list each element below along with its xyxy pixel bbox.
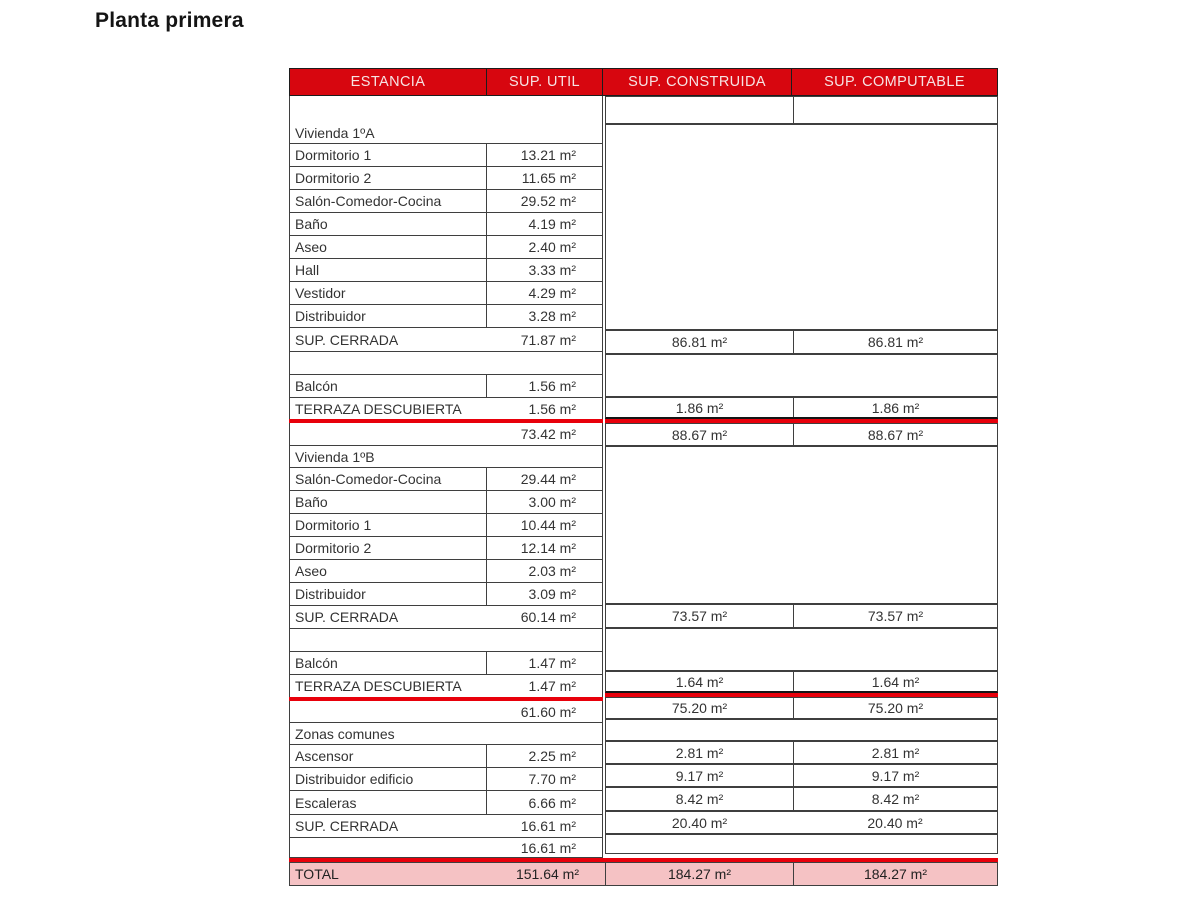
row-label: TERRAZA DESCUBIERTA <box>295 678 462 694</box>
row-label <box>290 629 486 651</box>
header-estancia: ESTANCIA <box>350 74 426 90</box>
row-label: Salón-Comedor-Cocina <box>295 471 442 487</box>
right-value-row <box>605 719 998 741</box>
row-sup-util-value: 11.65 m² <box>486 167 602 189</box>
row-sup-util-value: 2.03 m² <box>486 560 602 582</box>
row-label <box>290 352 486 374</box>
right-value-row <box>605 330 998 354</box>
row-sup-util-value: 1.56 m² <box>486 375 602 397</box>
section-row <box>289 446 603 468</box>
row-sup-computable-value: 1.64 m² <box>793 672 997 691</box>
row-sup-util-value: 6.66 m² <box>486 791 602 814</box>
right-empty-box <box>605 446 998 604</box>
table-row <box>289 328 603 352</box>
row-sup-util-value: 29.52 m² <box>486 190 602 212</box>
row-label: Dormitorio 2 <box>295 170 372 186</box>
table-row <box>289 652 603 675</box>
row-sup-computable-value: 73.57 m² <box>793 605 997 627</box>
row-sup-construida-value: 73.57 m² <box>671 608 728 624</box>
total-left-cell <box>290 863 605 885</box>
table-row <box>289 375 603 398</box>
row-label: Balcón <box>295 655 338 671</box>
row-sup-util-value: 4.29 m² <box>486 282 602 304</box>
row-sup-util-value: 1.47 m² <box>528 678 576 694</box>
table-left-columns <box>289 96 603 858</box>
table-row <box>289 768 603 791</box>
total-construida-value: 184.27 m² <box>605 863 793 885</box>
row-sup-construida-value <box>606 97 793 123</box>
table-row <box>289 305 603 328</box>
row-sup-construida-value: 2.81 m² <box>675 744 724 761</box>
right-value-row <box>605 741 998 764</box>
row-sup-construida-value: 8.42 m² <box>675 791 724 807</box>
row-label: Vestidor <box>295 285 346 301</box>
row-sup-util-value: 29.44 m² <box>486 468 602 490</box>
row-label: Aseo <box>295 239 327 255</box>
page-title: Planta primera <box>95 9 244 32</box>
row-sup-util-value: 1.47 m² <box>486 652 602 674</box>
row-label: Ascensor <box>295 748 354 764</box>
row-sup-computable-value: 86.81 m² <box>793 331 997 353</box>
row-sup-util-value: 13.21 m² <box>486 144 602 166</box>
table-row <box>289 423 603 446</box>
table-row <box>289 491 603 514</box>
table-row <box>289 606 603 629</box>
row-sup-util-value <box>486 352 602 374</box>
header-sup-util: SUP. UTIL <box>486 69 602 95</box>
table-row <box>289 838 603 858</box>
row-sup-computable-value: 8.42 m² <box>793 788 997 810</box>
table-row <box>289 259 603 282</box>
row-label: Distribuidor <box>295 586 366 602</box>
row-label: Balcón <box>295 378 338 394</box>
row-sup-util-value: 16.61 m² <box>520 839 576 856</box>
table-row <box>289 745 603 768</box>
row-sup-util-value: 16.61 m² <box>520 818 576 834</box>
row-label: Salón-Comedor-Cocina <box>295 193 442 209</box>
row-sup-computable-value: 20.40 m² <box>867 814 923 831</box>
row-label: Vivienda 1ºA <box>295 125 375 141</box>
row-sup-construida-value: 86.81 m² <box>671 334 728 350</box>
right-value-row <box>605 604 998 628</box>
row-sup-util-value: 4.19 m² <box>486 213 602 235</box>
row-sup-computable-value: 75.20 m² <box>793 698 997 718</box>
header-sup-computable: SUP. COMPUTABLE <box>791 69 997 95</box>
table-row <box>289 398 603 419</box>
row-label: Zonas comunes <box>295 726 395 742</box>
table-header-row <box>289 68 998 96</box>
right-value-row <box>605 787 998 811</box>
table-row <box>289 560 603 583</box>
table-row <box>289 514 603 537</box>
section-row <box>289 96 603 144</box>
right-value-row <box>605 764 998 787</box>
row-label: Vivienda 1ºB <box>295 449 375 465</box>
row-sup-util-value: 3.33 m² <box>486 259 602 281</box>
row-label: SUP. CERRADA <box>295 818 399 834</box>
row-sup-util-value: 60.14 m² <box>520 609 576 625</box>
table-row <box>289 583 603 606</box>
row-label: Dormitorio 1 <box>295 517 372 533</box>
row-label <box>290 701 486 722</box>
row-label: SUP. CERRADA <box>295 331 399 348</box>
table-row <box>289 236 603 259</box>
right-value-row <box>605 697 998 719</box>
total-util-value: 151.64 m² <box>515 866 579 882</box>
row-label: Baño <box>295 216 328 232</box>
right-value-row <box>605 96 998 124</box>
row-sup-construida-value: 1.64 m² <box>675 673 724 690</box>
table-right-columns <box>605 96 998 854</box>
row-sup-construida-value: 88.67 m² <box>671 426 728 443</box>
right-empty-box <box>605 124 998 330</box>
row-sup-util-value: 1.56 m² <box>528 400 576 417</box>
row-label: TERRAZA DESCUBIERTA <box>295 400 462 417</box>
table-row <box>289 701 603 723</box>
section-row <box>289 723 603 745</box>
row-sup-computable-value: 88.67 m² <box>793 424 997 445</box>
table-row <box>289 815 603 838</box>
row-label: Escaleras <box>295 794 357 811</box>
row-sup-construida-value: 20.40 m² <box>671 814 728 831</box>
table-row <box>289 282 603 305</box>
row-sup-construida-value: 75.20 m² <box>671 700 728 716</box>
row-sup-util-value: 3.00 m² <box>486 491 602 513</box>
row-sup-computable-value: 2.81 m² <box>793 742 997 763</box>
total-computable-value: 184.27 m² <box>793 863 997 885</box>
total-row <box>289 862 998 886</box>
row-label: Dormitorio 1 <box>295 147 372 163</box>
row-label: Hall <box>295 262 320 278</box>
table-row <box>289 167 603 190</box>
row-sup-util-value: 7.70 m² <box>486 768 602 790</box>
row-sup-util-value: 2.40 m² <box>486 236 602 258</box>
header-sup-construida: SUP. CONSTRUIDA <box>602 69 791 95</box>
right-empty-box <box>605 354 998 397</box>
table-row <box>289 675 603 697</box>
row-label: Baño <box>295 494 328 510</box>
right-value-row <box>605 834 998 854</box>
row-sup-computable-value: 9.17 m² <box>793 765 997 786</box>
table-row <box>289 213 603 236</box>
row-label: SUP. CERRADA <box>295 609 399 625</box>
row-sup-util-value: 61.60 m² <box>520 703 576 720</box>
right-value-row <box>605 423 998 446</box>
row-sup-util-value: 12.14 m² <box>486 537 602 559</box>
table-row <box>289 190 603 213</box>
right-value-row <box>605 397 998 419</box>
row-label <box>290 423 486 445</box>
row-sup-util-value: 10.44 m² <box>486 514 602 536</box>
row-sup-util-value: 73.42 m² <box>520 426 576 442</box>
row-label: Dormitorio 2 <box>295 540 372 556</box>
row-sup-util-value: 71.87 m² <box>520 331 576 348</box>
row-sup-computable-value <box>793 97 997 123</box>
right-value-row <box>605 811 998 834</box>
row-label: Distribuidor <box>295 308 366 324</box>
row-sup-util-value: 2.25 m² <box>486 745 602 767</box>
row-sup-util-value: 3.28 m² <box>486 305 602 327</box>
table-row <box>289 352 603 375</box>
row-sup-util-value <box>486 629 602 651</box>
row-sup-construida-value: 1.86 m² <box>675 399 724 416</box>
right-value-row <box>605 671 998 693</box>
table-row <box>289 791 603 815</box>
row-sup-util-value: 3.09 m² <box>486 583 602 605</box>
table-row <box>289 537 603 560</box>
right-empty-box <box>605 628 998 671</box>
table-row <box>289 629 603 652</box>
row-label: Aseo <box>295 563 327 579</box>
table-row <box>289 468 603 491</box>
total-label: TOTAL <box>295 866 339 882</box>
row-sup-construida-value: 9.17 m² <box>675 767 724 784</box>
table-row <box>289 144 603 167</box>
row-label: Distribuidor edificio <box>295 771 414 787</box>
row-label <box>290 838 486 857</box>
row-sup-computable-value: 1.86 m² <box>793 398 997 417</box>
